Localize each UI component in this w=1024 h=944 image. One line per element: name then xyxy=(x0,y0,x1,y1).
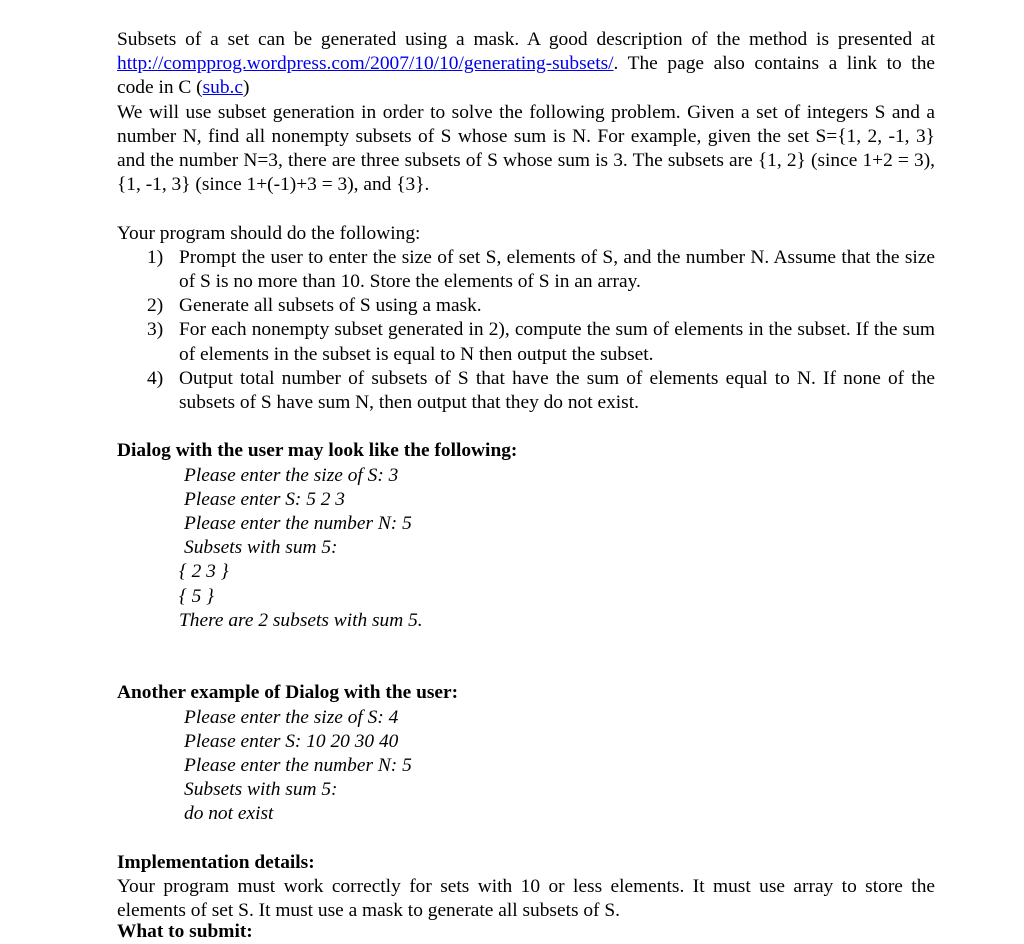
list-item-text: Generate all subsets of S using a mask. xyxy=(179,295,482,317)
dialog1-block xyxy=(117,464,935,633)
intro-paragraph xyxy=(117,28,935,101)
list-item-number: 1) xyxy=(147,246,164,268)
list-item-text: Prompt the user to enter the size of set S, elements of S, and the number N. Assume that the size of S is no more than 10. Store the elements of S in an array. xyxy=(179,246,935,293)
list-item xyxy=(117,246,935,294)
dialog-line: Please enter the number N: 5 xyxy=(184,755,412,777)
list-item xyxy=(117,318,935,366)
list-item xyxy=(117,294,935,318)
list-item-number: 3) xyxy=(147,319,164,341)
dialog2-block xyxy=(117,706,935,827)
program-lead: Your program should do the following: xyxy=(117,222,421,244)
list-item-number: 4) xyxy=(147,367,164,389)
dialog-line: { 2 3 } xyxy=(179,561,229,583)
intro-text-1: Subsets of a set can be generated using a mask. A good description of the method is presented at xyxy=(117,29,935,50)
list-item xyxy=(117,367,935,415)
compprog-link[interactable]: http://compprog.wordpress.com/2007/10/10/generating-subsets/ xyxy=(117,53,614,75)
implementation-heading: Implementation details: xyxy=(117,851,315,873)
intro-text-2: . The page also contains a link to the code in C ( xyxy=(117,53,935,99)
steps-list xyxy=(117,246,935,415)
dialog-line: Subsets with sum 5: xyxy=(184,537,338,559)
dialog-line: do not exist xyxy=(184,803,274,825)
dialog-line: Please enter the number N: 5 xyxy=(184,513,412,535)
implementation-text: Your program must work correctly for sets with 10 or less elements. It must use array to store the elements of set S. It must use a mask to generate all subsets of S. xyxy=(117,876,935,922)
list-item-text: For each nonempty subset generated in 2), compute the sum of elements in the subset. If the sum of elements in the subset is equal to N then output the subset. xyxy=(179,319,935,365)
dialog-line: Subsets with sum 5: xyxy=(184,779,338,801)
dialog-line: Please enter the size of S: 4 xyxy=(184,706,399,728)
dialog-line: Please enter the size of S: 3 xyxy=(184,464,399,486)
document-page xyxy=(117,28,935,923)
dialog1-heading: Dialog with the user may look like the following: xyxy=(117,440,518,462)
dialog-line: Please enter S: 10 20 30 40 xyxy=(184,730,399,752)
list-item-text: Output total number of subsets of S that have the sum of elements equal to N. If none of the subsets of S have sum N, then output that they do not exist. xyxy=(179,367,935,414)
dialog-line: Please enter S: 5 2 3 xyxy=(184,488,346,510)
dialog-line: There are 2 subsets with sum 5. xyxy=(179,609,423,631)
submit-heading: What to submit: xyxy=(117,921,253,942)
dialog2-heading: Another example of Dialog with the user: xyxy=(117,682,459,704)
problem-paragraph: We will use subset generation in order to solve the following problem. Given a set of integers S and a number N, find all nonempty subsets of S whose sum is N. For example, given the set S={1, 2, -1, 3} and the number N=3, there are three subsets of S whose sum is 3. The subsets are {1, 2} (since 1+2 = 3), {1, -1, 3} (since 1+(-1)+3 = 3), and {3}. xyxy=(117,101,935,196)
dialog-line: { 5 } xyxy=(179,585,214,607)
sub-c-link[interactable]: sub.c xyxy=(202,77,244,99)
intro-text-3: ) xyxy=(243,77,250,99)
list-item-number: 2) xyxy=(147,295,164,317)
